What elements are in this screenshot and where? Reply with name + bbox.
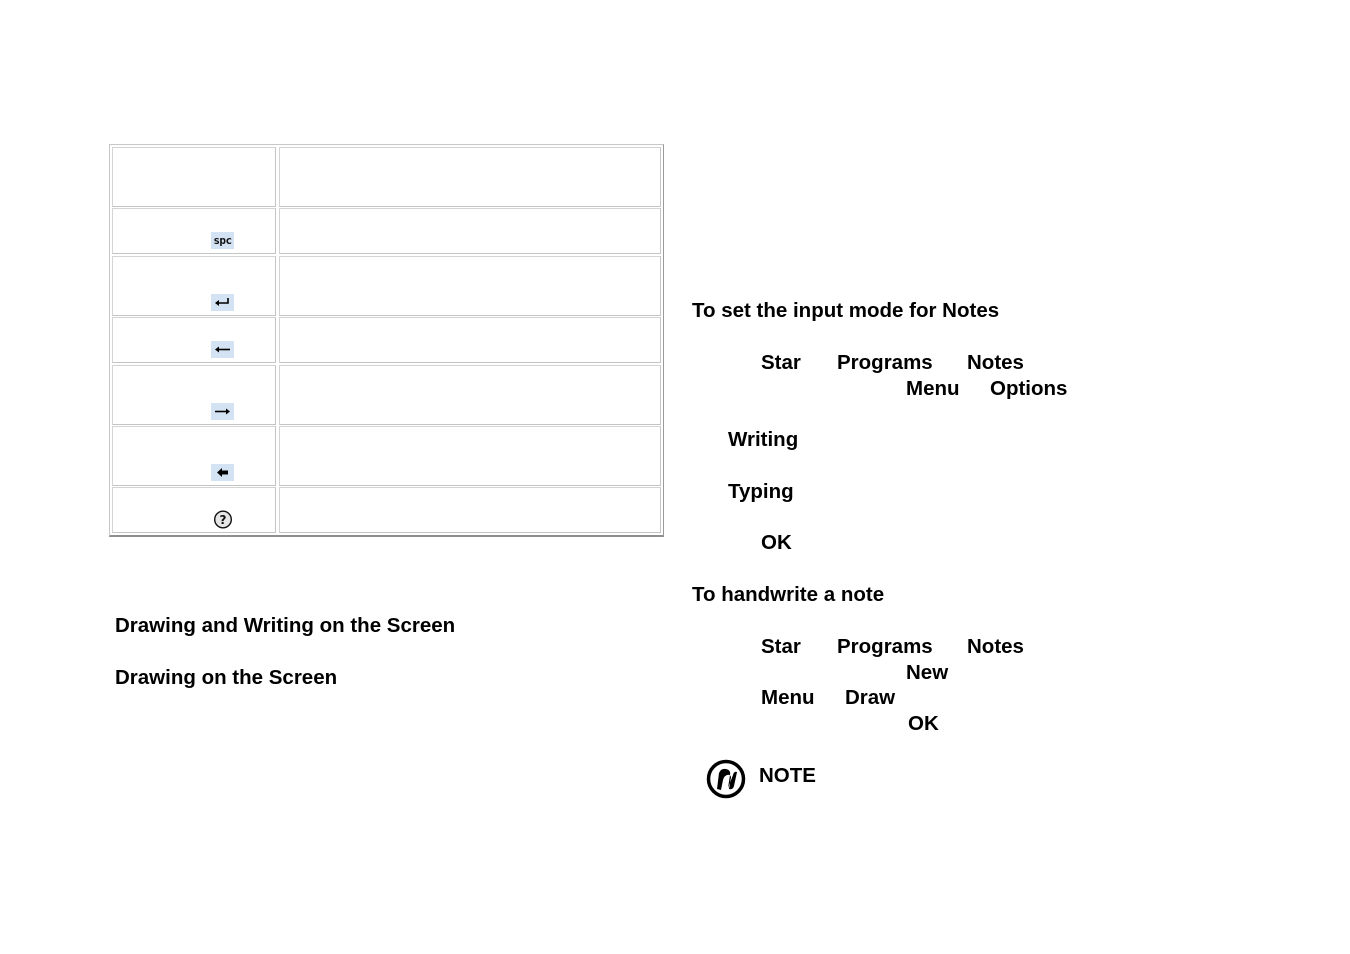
note-icon (706, 759, 746, 799)
table-row (112, 487, 661, 533)
step-star: Star (761, 635, 801, 658)
left-arrow-key-icon (211, 341, 234, 358)
procedure-heading-input-mode: To set the input mode for Notes (692, 299, 1000, 322)
right-arrow-key-icon (211, 403, 234, 420)
table-cell (279, 256, 661, 316)
step-draw: Draw (845, 686, 896, 709)
step-menu: Menu (761, 686, 815, 709)
step-programs: Programs (837, 635, 933, 658)
table-row (112, 147, 661, 207)
subsection-heading: Drawing on the Screen (115, 666, 338, 689)
table-cell (112, 426, 276, 486)
step-new: New (906, 661, 949, 684)
table-cell (279, 365, 661, 425)
key-table (109, 144, 664, 537)
table-cell (279, 426, 661, 486)
table-cell (112, 147, 276, 207)
table-cell (112, 487, 276, 533)
step-ok: OK (761, 531, 792, 554)
table-cell (112, 365, 276, 425)
space-key-icon (211, 232, 234, 249)
step-options: Options (990, 377, 1068, 400)
table-cell (279, 147, 661, 207)
table-row (112, 317, 661, 363)
table-cell (279, 317, 661, 363)
table-cell (279, 487, 661, 533)
step-ok: OK (908, 712, 939, 735)
table-row (112, 365, 661, 425)
step-notes: Notes (967, 635, 1024, 658)
step-programs: Programs (837, 351, 933, 374)
space-key-label: spc (213, 234, 232, 247)
table-cell (112, 317, 276, 363)
enter-key-icon (211, 294, 234, 311)
table-row (112, 208, 661, 254)
step-menu: Menu (906, 377, 960, 400)
step-star: Star (761, 351, 801, 374)
help-key-icon (211, 511, 234, 528)
svg-text:?: ? (219, 513, 226, 527)
table-row (112, 426, 661, 486)
step-notes: Notes (967, 351, 1024, 374)
option-writing: Writing (728, 428, 799, 451)
option-typing: Typing (728, 480, 794, 503)
note-label: NOTE (759, 764, 816, 787)
table-cell (279, 208, 661, 254)
table-cell (112, 256, 276, 316)
backspace-key-icon (211, 464, 234, 481)
procedure-heading-handwrite: To handwrite a note (692, 583, 885, 606)
section-heading: Drawing and Writing on the Screen (115, 614, 456, 637)
table-row (112, 256, 661, 316)
table-cell (112, 208, 276, 254)
